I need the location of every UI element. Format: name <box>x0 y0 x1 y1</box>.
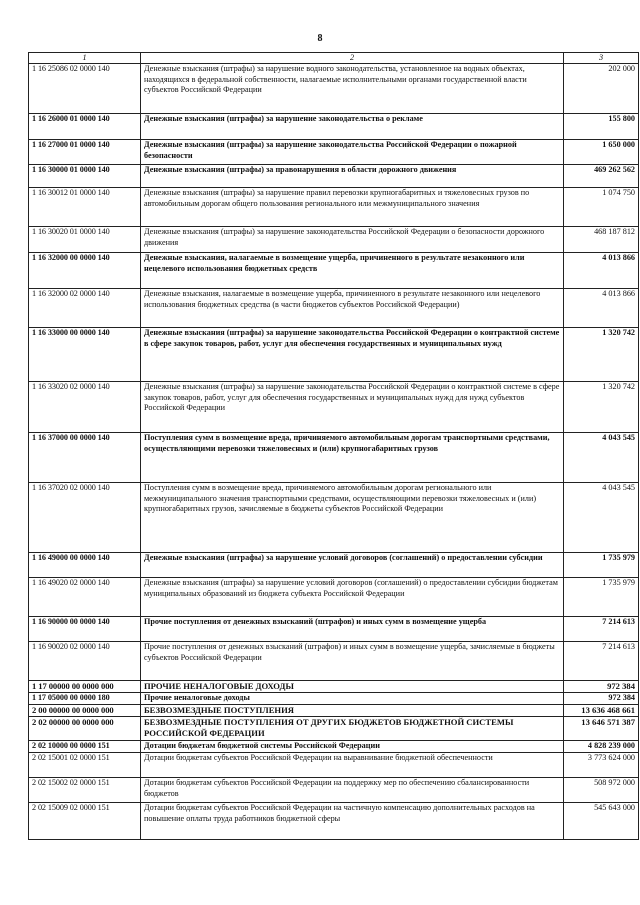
name-cell: Денежные взыскания (штрафы) за нарушение правил перевозки крупногабаритных и тяжеловесных грузов по автомобильным дорогам общего пользования регионального или межмуниципального значения <box>141 188 564 227</box>
name-cell: Дотации бюджетам субъектов Российской Федерации на поддержку мер по обеспечению сбалансированности бюджетов <box>141 778 564 803</box>
code-cell: 1 16 30020 01 0000 140 <box>29 227 141 253</box>
table-row <box>29 642 639 681</box>
name-cell: Денежные взыскания (штрафы) за нарушение законодательства Российской Федерации о контрактной системе в сфере закупок товаров, работ, услуг для обеспечения государственных и муниципальных нужд <box>141 328 564 382</box>
column-header-2: 2 <box>141 53 564 64</box>
name-cell: Прочие неналоговые доходы <box>141 693 564 705</box>
amount-cell: 13 636 468 661 <box>564 705 639 717</box>
name-cell: Дотации бюджетам бюджетной системы Российской Федерации <box>141 741 564 753</box>
table-row <box>29 114 639 140</box>
amount-cell: 4 013 866 <box>564 253 639 289</box>
code-cell: 1 16 26000 01 0000 140 <box>29 114 141 140</box>
table-row <box>29 741 639 753</box>
code-cell: 2 02 15009 02 0000 151 <box>29 803 141 840</box>
code-cell: 1 16 33000 00 0000 140 <box>29 328 141 382</box>
code-cell: 1 16 90020 02 0000 140 <box>29 642 141 681</box>
table-row <box>29 693 639 705</box>
name-cell: Денежные взыскания (штрафы) за нарушение водного законодательства, установленное на водных объектах, находящихся в федеральной собственности, налагаемые исполнительными органами государственной власти субъектов Российской Федерации <box>141 64 564 114</box>
code-cell: 1 16 30012 01 0000 140 <box>29 188 141 227</box>
page-number: 8 <box>317 33 323 44</box>
table-row <box>29 578 639 617</box>
code-cell: 2 02 15002 02 0000 151 <box>29 778 141 803</box>
name-cell: Денежные взыскания, налагаемые в возмещение ущерба, причиненного в результате незаконного или нецелевого использования бюджетных средств <box>141 253 564 289</box>
name-cell: Прочие поступления от денежных взысканий (штрафов) и иных сумм в возмещение ущерба <box>141 617 564 642</box>
name-cell: Поступления сумм в возмещение вреда, причиняемого автомобильным дорогам транспортными средствами, осуществляющими перевозки тяжеловесных и (или) крупногабаритных грузов <box>141 433 564 483</box>
name-cell: Дотации бюджетам субъектов Российской Федерации на частичную компенсацию дополнительных расходов на повышение оплаты труда работников бюджетной сферы <box>141 803 564 840</box>
name-cell: Денежные взыскания (штрафы) за нарушение законодательства Российской Федерации о пожарной безопасности <box>141 140 564 165</box>
name-cell: Денежные взыскания (штрафы) за нарушение условий договоров (соглашений) о предоставлении субсидии <box>141 553 564 578</box>
table-row <box>29 681 639 693</box>
name-cell: Денежные взыскания, налагаемые в возмещение ущерба, причиненного в результате незаконного или нецелевого использования бюджетных средства (в части бюджетов субъектов Российской Федерации) <box>141 289 564 328</box>
amount-cell: 3 773 624 000 <box>564 753 639 778</box>
table-row <box>29 165 639 188</box>
table-row <box>29 227 639 253</box>
code-cell: 1 16 49020 02 0000 140 <box>29 578 141 617</box>
code-cell: 1 16 33020 02 0000 140 <box>29 382 141 433</box>
amount-cell: 155 800 <box>564 114 639 140</box>
table-row <box>29 753 639 778</box>
table-row <box>29 188 639 227</box>
amount-cell: 545 643 000 <box>564 803 639 840</box>
table-row <box>29 778 639 803</box>
name-cell: Денежные взыскания (штрафы) за нарушение законодательства Российской Федерации о контрактной системе в сфере закупок товаров, работ, услуг для обеспечения государственных и муниципальных нужд для нужд субъектов Российской Федерации <box>141 382 564 433</box>
code-cell: 1 16 27000 01 0000 140 <box>29 140 141 165</box>
amount-cell: 4 013 866 <box>564 289 639 328</box>
name-cell: Дотации бюджетам субъектов Российской Федерации на выравнивание бюджетной обеспеченности <box>141 753 564 778</box>
amount-cell: 1 735 979 <box>564 553 639 578</box>
column-header-3: 3 <box>564 53 639 64</box>
name-cell: БЕЗВОЗМЕЗДНЫЕ ПОСТУПЛЕНИЯ <box>141 705 564 717</box>
amount-cell: 4 043 545 <box>564 483 639 553</box>
amount-cell: 1 735 979 <box>564 578 639 617</box>
code-cell: 1 16 25086 02 0000 140 <box>29 64 141 114</box>
code-cell: 2 02 10000 00 0000 151 <box>29 741 141 753</box>
name-cell: ПРОЧИЕ НЕНАЛОГОВЫЕ ДОХОДЫ <box>141 681 564 693</box>
amount-cell: 4 828 239 000 <box>564 741 639 753</box>
table-row <box>29 328 639 382</box>
table-row <box>29 717 639 741</box>
name-cell: БЕЗВОЗМЕЗДНЫЕ ПОСТУПЛЕНИЯ ОТ ДРУГИХ БЮДЖЕТОВ БЮДЖЕТНОЙ СИСТЕМЫ РОССИЙСКОЙ ФЕДЕРАЦИИ <box>141 717 564 741</box>
table-row <box>29 253 639 289</box>
code-cell: 1 16 32000 02 0000 140 <box>29 289 141 328</box>
name-cell: Денежные взыскания (штрафы) за нарушение законодательства Российской Федерации о безопасности дорожного движения <box>141 227 564 253</box>
table-row <box>29 553 639 578</box>
code-cell: 1 16 32000 00 0000 140 <box>29 253 141 289</box>
amount-cell: 468 187 812 <box>564 227 639 253</box>
code-cell: 1 16 90000 00 0000 140 <box>29 617 141 642</box>
code-cell: 2 02 15001 02 0000 151 <box>29 753 141 778</box>
code-cell: 1 17 05000 00 0000 180 <box>29 693 141 705</box>
amount-cell: 7 214 613 <box>564 642 639 681</box>
code-cell: 1 17 00000 00 0000 000 <box>29 681 141 693</box>
table-row <box>29 617 639 642</box>
revenue-table <box>28 52 639 840</box>
amount-cell: 1 074 750 <box>564 188 639 227</box>
amount-cell: 1 320 742 <box>564 328 639 382</box>
amount-cell: 7 214 613 <box>564 617 639 642</box>
table-row <box>29 64 639 114</box>
amount-cell: 972 384 <box>564 681 639 693</box>
name-cell: Денежные взыскания (штрафы) за нарушение законодательства о рекламе <box>141 114 564 140</box>
amount-cell: 1 320 742 <box>564 382 639 433</box>
table-row <box>29 289 639 328</box>
name-cell: Поступления сумм в возмещение вреда, причиняемого автомобильным дорогам регионального или межмуниципального значения транспортными средствами, осуществляющими перевозки тяжеловесных и (или) крупногабаритных грузов, зачисляемые в бюджеты субъектов Российской Федерации <box>141 483 564 553</box>
table-row <box>29 433 639 483</box>
amount-cell: 202 000 <box>564 64 639 114</box>
table-row <box>29 483 639 553</box>
amount-cell: 4 043 545 <box>564 433 639 483</box>
table-row <box>29 382 639 433</box>
amount-cell: 508 972 000 <box>564 778 639 803</box>
column-header-1: 1 <box>29 53 141 64</box>
amount-cell: 1 650 000 <box>564 140 639 165</box>
table-body <box>29 64 639 840</box>
code-cell: 2 00 00000 00 0000 000 <box>29 705 141 717</box>
name-cell: Прочие поступления от денежных взысканий (штрафов) и иных сумм в возмещение ущерба, зачисляемые в бюджеты субъектов Российской Федерации <box>141 642 564 681</box>
table-row <box>29 140 639 165</box>
code-cell: 2 02 00000 00 0000 000 <box>29 717 141 741</box>
amount-cell: 469 262 562 <box>564 165 639 188</box>
code-cell: 1 16 30000 01 0000 140 <box>29 165 141 188</box>
amount-cell: 13 646 571 387 <box>564 717 639 741</box>
code-cell: 1 16 37020 02 0000 140 <box>29 483 141 553</box>
amount-cell: 972 384 <box>564 693 639 705</box>
code-cell: 1 16 49000 00 0000 140 <box>29 553 141 578</box>
table-row <box>29 705 639 717</box>
table-header-row <box>29 53 639 64</box>
table-row <box>29 803 639 840</box>
code-cell: 1 16 37000 00 0000 140 <box>29 433 141 483</box>
name-cell: Денежные взыскания (штрафы) за правонарушения в области дорожного движения <box>141 165 564 188</box>
name-cell: Денежные взыскания (штрафы) за нарушение условий договоров (соглашений) о предоставлении субсидии бюджетам муниципальных образований из бюджета субъекта Российской Федерации <box>141 578 564 617</box>
